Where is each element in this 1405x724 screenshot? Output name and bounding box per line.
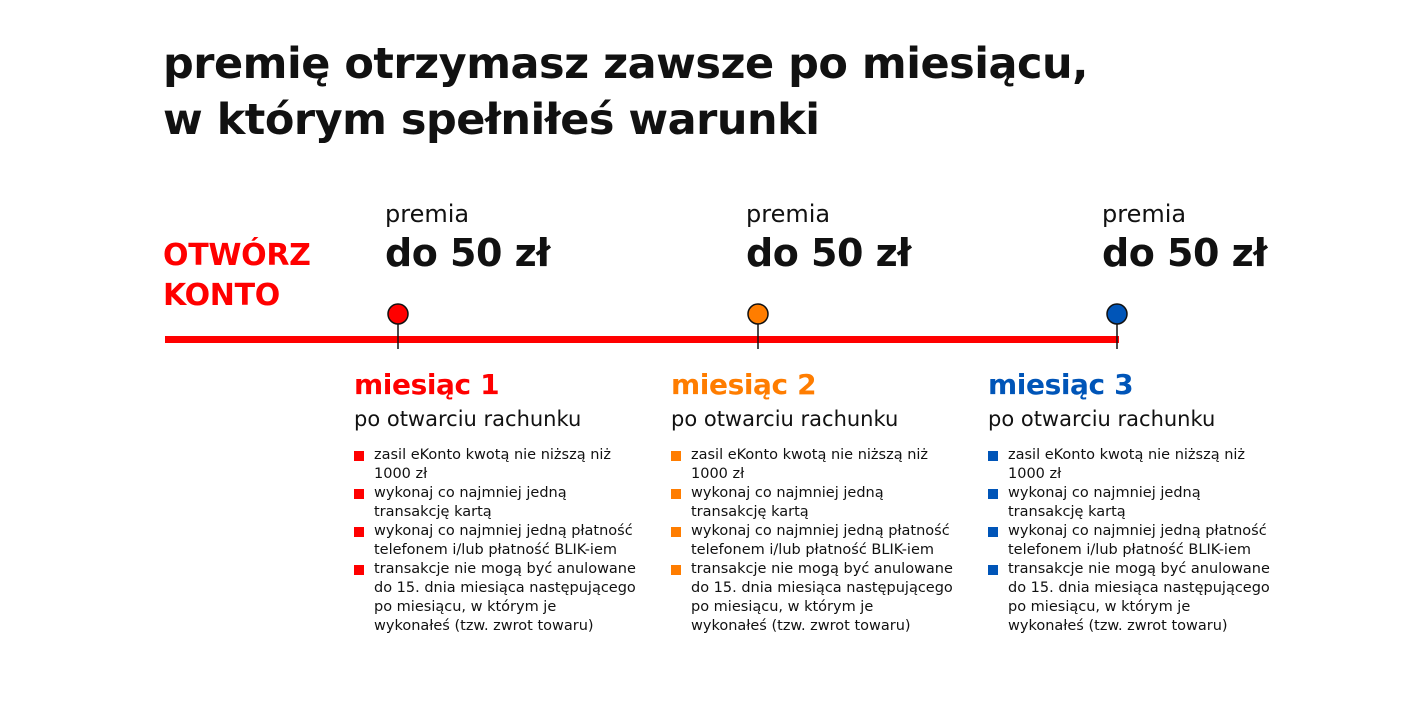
premium-3 bbox=[1102, 198, 1267, 276]
bullet-square-icon bbox=[354, 451, 364, 461]
condition-text: wykonaj co najmniej jedną transakcję kartą bbox=[1008, 485, 1201, 520]
condition-text: wykonaj co najmniej jedną płatność telefonem i/lub płatność BLIK-iem bbox=[1008, 523, 1267, 558]
title-line-1: premię otrzymasz zawsze po miesiącu, bbox=[163, 39, 1088, 89]
month-3-title: miesiąc 3 bbox=[988, 368, 1134, 401]
list-item bbox=[988, 560, 1270, 636]
list-item bbox=[988, 484, 1270, 522]
title-line-2: w którym spełniłeś warunki bbox=[163, 95, 820, 145]
bullet-square-icon bbox=[671, 565, 681, 575]
month-1-column bbox=[354, 366, 654, 636]
condition-text: zasil eKonto kwotą nie niższą niż 1000 zł bbox=[691, 447, 929, 482]
list-item bbox=[671, 560, 953, 636]
milestone-2-marker bbox=[748, 304, 768, 324]
month-2-conditions bbox=[671, 446, 971, 636]
month-2-title: miesiąc 2 bbox=[671, 368, 817, 401]
premium-2 bbox=[746, 198, 911, 276]
bullet-square-icon bbox=[354, 565, 364, 575]
month-2-subtitle: po otwarciu rachunku bbox=[671, 407, 899, 431]
bullet-square-icon bbox=[988, 527, 998, 537]
month-3-conditions bbox=[988, 446, 1288, 636]
premium-2-amount: do 50 zł bbox=[746, 231, 911, 275]
bullet-square-icon bbox=[354, 527, 364, 537]
bullet-square-icon bbox=[988, 451, 998, 461]
list-item bbox=[671, 446, 953, 484]
month-1-title: miesiąc 1 bbox=[354, 368, 500, 401]
list-item bbox=[988, 446, 1270, 484]
premium-1-amount: do 50 zł bbox=[385, 231, 550, 275]
month-1-subtitle: po otwarciu rachunku bbox=[354, 407, 582, 431]
list-item bbox=[354, 484, 636, 522]
condition-text: wykonaj co najmniej jedną transakcję kartą bbox=[691, 485, 884, 520]
condition-text: transakcje nie mogą być anulowane do 15. dnia miesiąca następującego po miesiącu, w którym je wykonałeś (tzw. zwrot towaru) bbox=[691, 561, 953, 634]
list-item bbox=[671, 522, 953, 560]
month-2-column bbox=[671, 366, 971, 636]
condition-text: wykonaj co najmniej jedną płatność telefonem i/lub płatność BLIK-iem bbox=[691, 523, 950, 558]
bullet-square-icon bbox=[671, 451, 681, 461]
milestone-1-marker bbox=[388, 304, 408, 324]
premium-1-label: premia bbox=[385, 200, 470, 228]
premium-2-label: premia bbox=[746, 200, 831, 228]
open-account-line-2: KONTO bbox=[163, 278, 280, 313]
list-item bbox=[988, 522, 1270, 560]
bullet-square-icon bbox=[354, 489, 364, 499]
list-item bbox=[354, 522, 636, 560]
condition-text: wykonaj co najmniej jedną transakcję kartą bbox=[374, 485, 567, 520]
condition-text: zasil eKonto kwotą nie niższą niż 1000 zł bbox=[374, 447, 612, 482]
list-item bbox=[671, 484, 953, 522]
premium-1 bbox=[385, 198, 550, 276]
month-1-conditions bbox=[354, 446, 654, 636]
list-item bbox=[354, 446, 636, 484]
timeline-bar bbox=[165, 336, 1119, 343]
bullet-square-icon bbox=[671, 527, 681, 537]
bullet-square-icon bbox=[988, 489, 998, 499]
month-3-subtitle: po otwarciu rachunku bbox=[988, 407, 1216, 431]
list-item bbox=[354, 560, 636, 636]
condition-text: transakcje nie mogą być anulowane do 15. dnia miesiąca następującego po miesiącu, w którym je wykonałeś (tzw. zwrot towaru) bbox=[1008, 561, 1270, 634]
condition-text: zasil eKonto kwotą nie niższą niż 1000 zł bbox=[1008, 447, 1246, 482]
premium-3-amount: do 50 zł bbox=[1102, 231, 1267, 275]
month-3-column bbox=[988, 366, 1288, 636]
condition-text: wykonaj co najmniej jedną płatność telefonem i/lub płatność BLIK-iem bbox=[374, 523, 633, 558]
open-account-line-1: OTWÓRZ bbox=[163, 238, 311, 273]
bullet-square-icon bbox=[988, 565, 998, 575]
bullet-square-icon bbox=[671, 489, 681, 499]
milestone-3-marker bbox=[1107, 304, 1127, 324]
condition-text: transakcje nie mogą być anulowane do 15. dnia miesiąca następującego po miesiącu, w którym je wykonałeś (tzw. zwrot towaru) bbox=[374, 561, 636, 634]
premium-3-label: premia bbox=[1102, 200, 1187, 228]
